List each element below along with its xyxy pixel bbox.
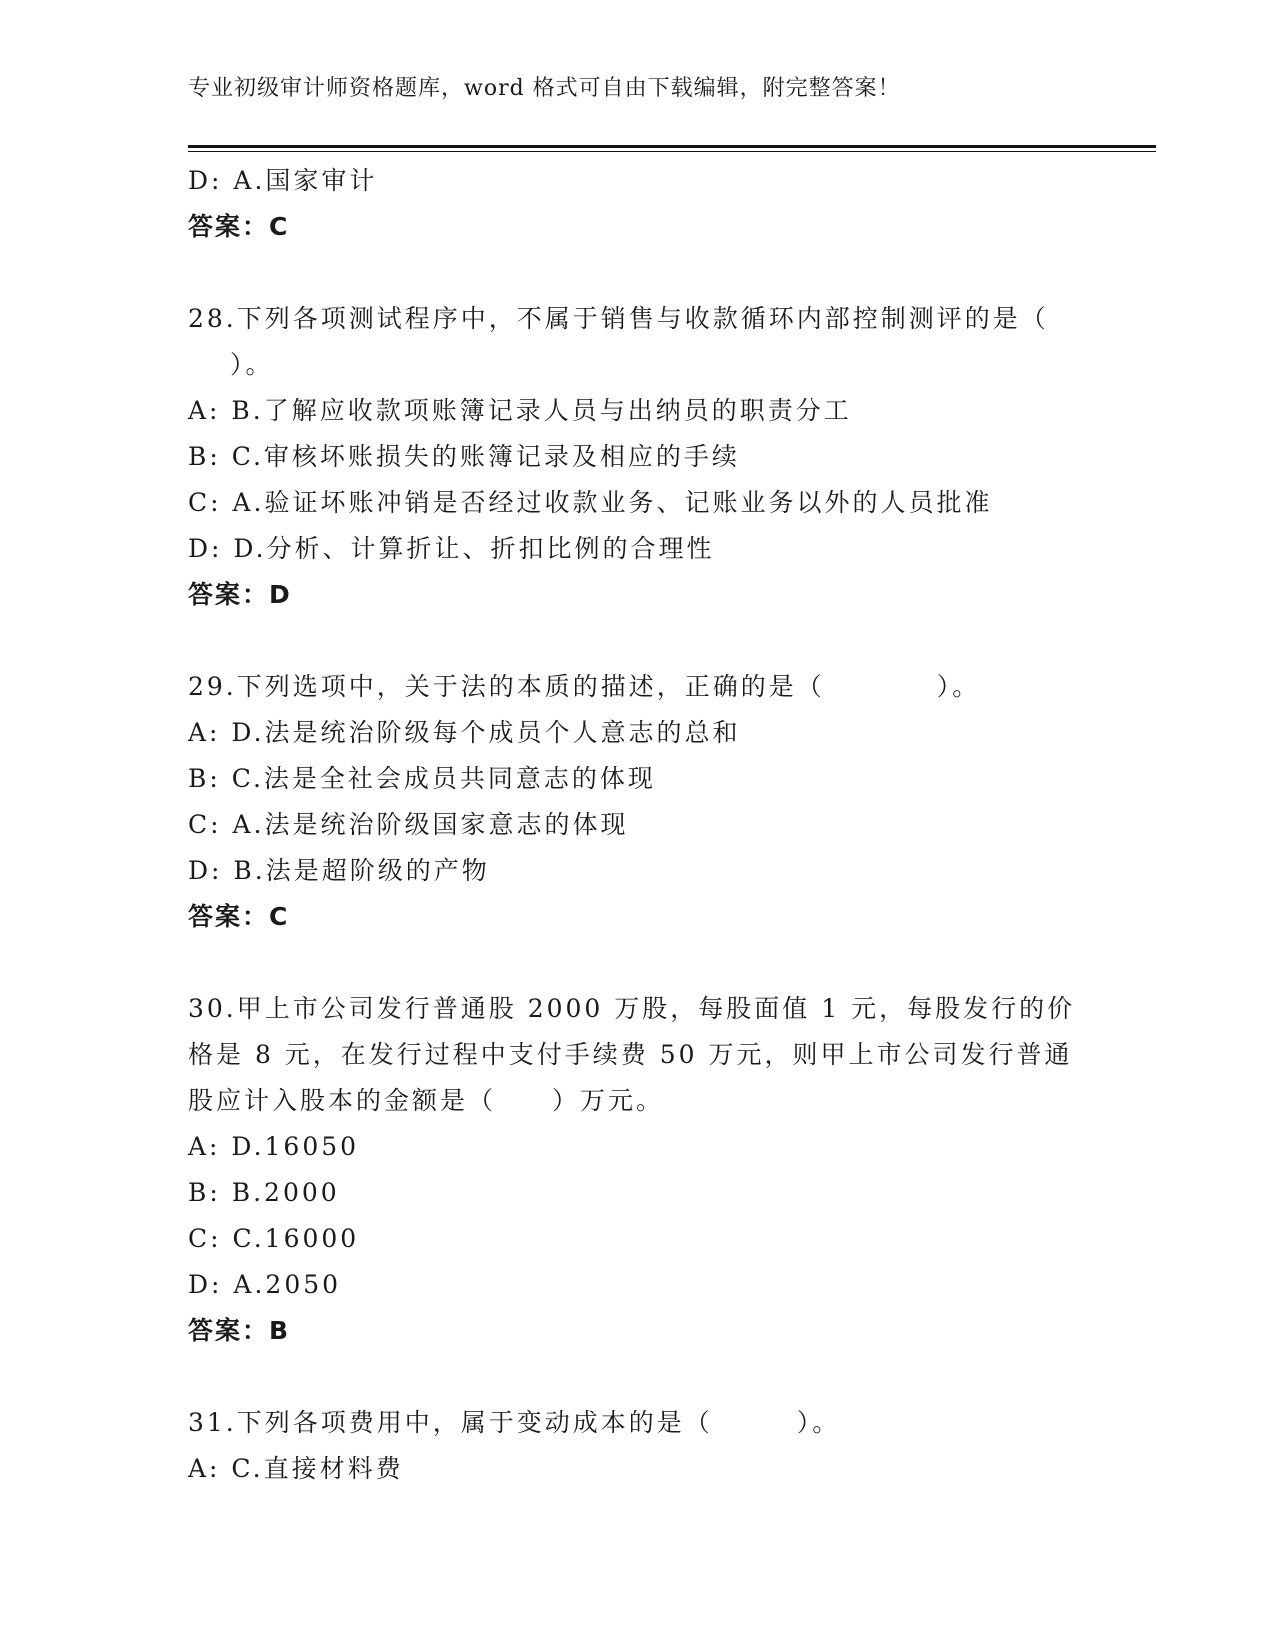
question-30	[188, 986, 1088, 1354]
answer: 答案：B	[188, 1316, 291, 1345]
header-rule-thin	[188, 151, 1156, 152]
question-content	[188, 158, 1088, 1492]
option-a: A: D.16050	[188, 1132, 360, 1161]
question-31	[188, 1400, 1088, 1492]
question-28	[188, 296, 1088, 618]
question-stem: 31.下列各项费用中，属于变动成本的是（ ）。	[188, 1408, 841, 1437]
spacer	[188, 250, 1088, 296]
question-29	[188, 664, 1088, 940]
header-rule-thick	[188, 145, 1156, 148]
option-a: A: B.了解应收款项账簿记录人员与出纳员的职责分工	[188, 396, 852, 425]
option-b: B: C.审核坏账损失的账簿记录及相应的手续	[188, 442, 740, 471]
page-header: 专业初级审计师资格题库，word 格式可自由下载编辑，附完整答案！	[188, 76, 901, 101]
question-stem-continuation: 股应计入股本的金额是（ ）万元。	[188, 1086, 665, 1115]
option-c: C: A.验证坏账冲销是否经过收款业务、记账业务以外的人员批准	[188, 488, 993, 517]
option-b: B: B.2000	[188, 1178, 340, 1207]
option-d: D: D.分析、计算折让、折扣比例的合理性	[188, 534, 715, 563]
spacer	[188, 940, 1088, 986]
answer: 答案：D	[188, 580, 292, 609]
prev-answer: 答案：C	[188, 212, 290, 241]
prev-option-d: D: A.国家审计	[188, 166, 378, 195]
question-stem: 28.下列各项测试程序中，不属于销售与收款循环内部控制测评的是（	[188, 304, 1049, 333]
option-a: A: D.法是统治阶级每个成员个人意志的总和	[188, 718, 741, 747]
option-a: A: C.直接材料费	[188, 1454, 404, 1483]
option-d: D: A.2050	[188, 1270, 342, 1299]
option-c: C: A.法是统治阶级国家意志的体现	[188, 810, 629, 839]
option-b: B: C.法是全社会成员共同意志的体现	[188, 764, 656, 793]
option-d: D: B.法是超阶级的产物	[188, 856, 490, 885]
spacer	[188, 1354, 1088, 1400]
question-stem-continuation: ）。	[230, 350, 274, 379]
question-stem: 29.下列选项中，关于法的本质的描述，正确的是（ ）。	[188, 672, 981, 701]
answer: 答案：C	[188, 902, 290, 931]
question-stem-continuation: 格是 8 元，在发行过程中支付手续费 50 万元，则甲上市公司发行普通	[188, 1040, 1073, 1069]
option-c: C: C.16000	[188, 1224, 360, 1253]
spacer	[188, 618, 1088, 664]
question-stem: 30.甲上市公司发行普通股 2000 万股，每股面值 1 元，每股发行的价	[188, 994, 1076, 1023]
